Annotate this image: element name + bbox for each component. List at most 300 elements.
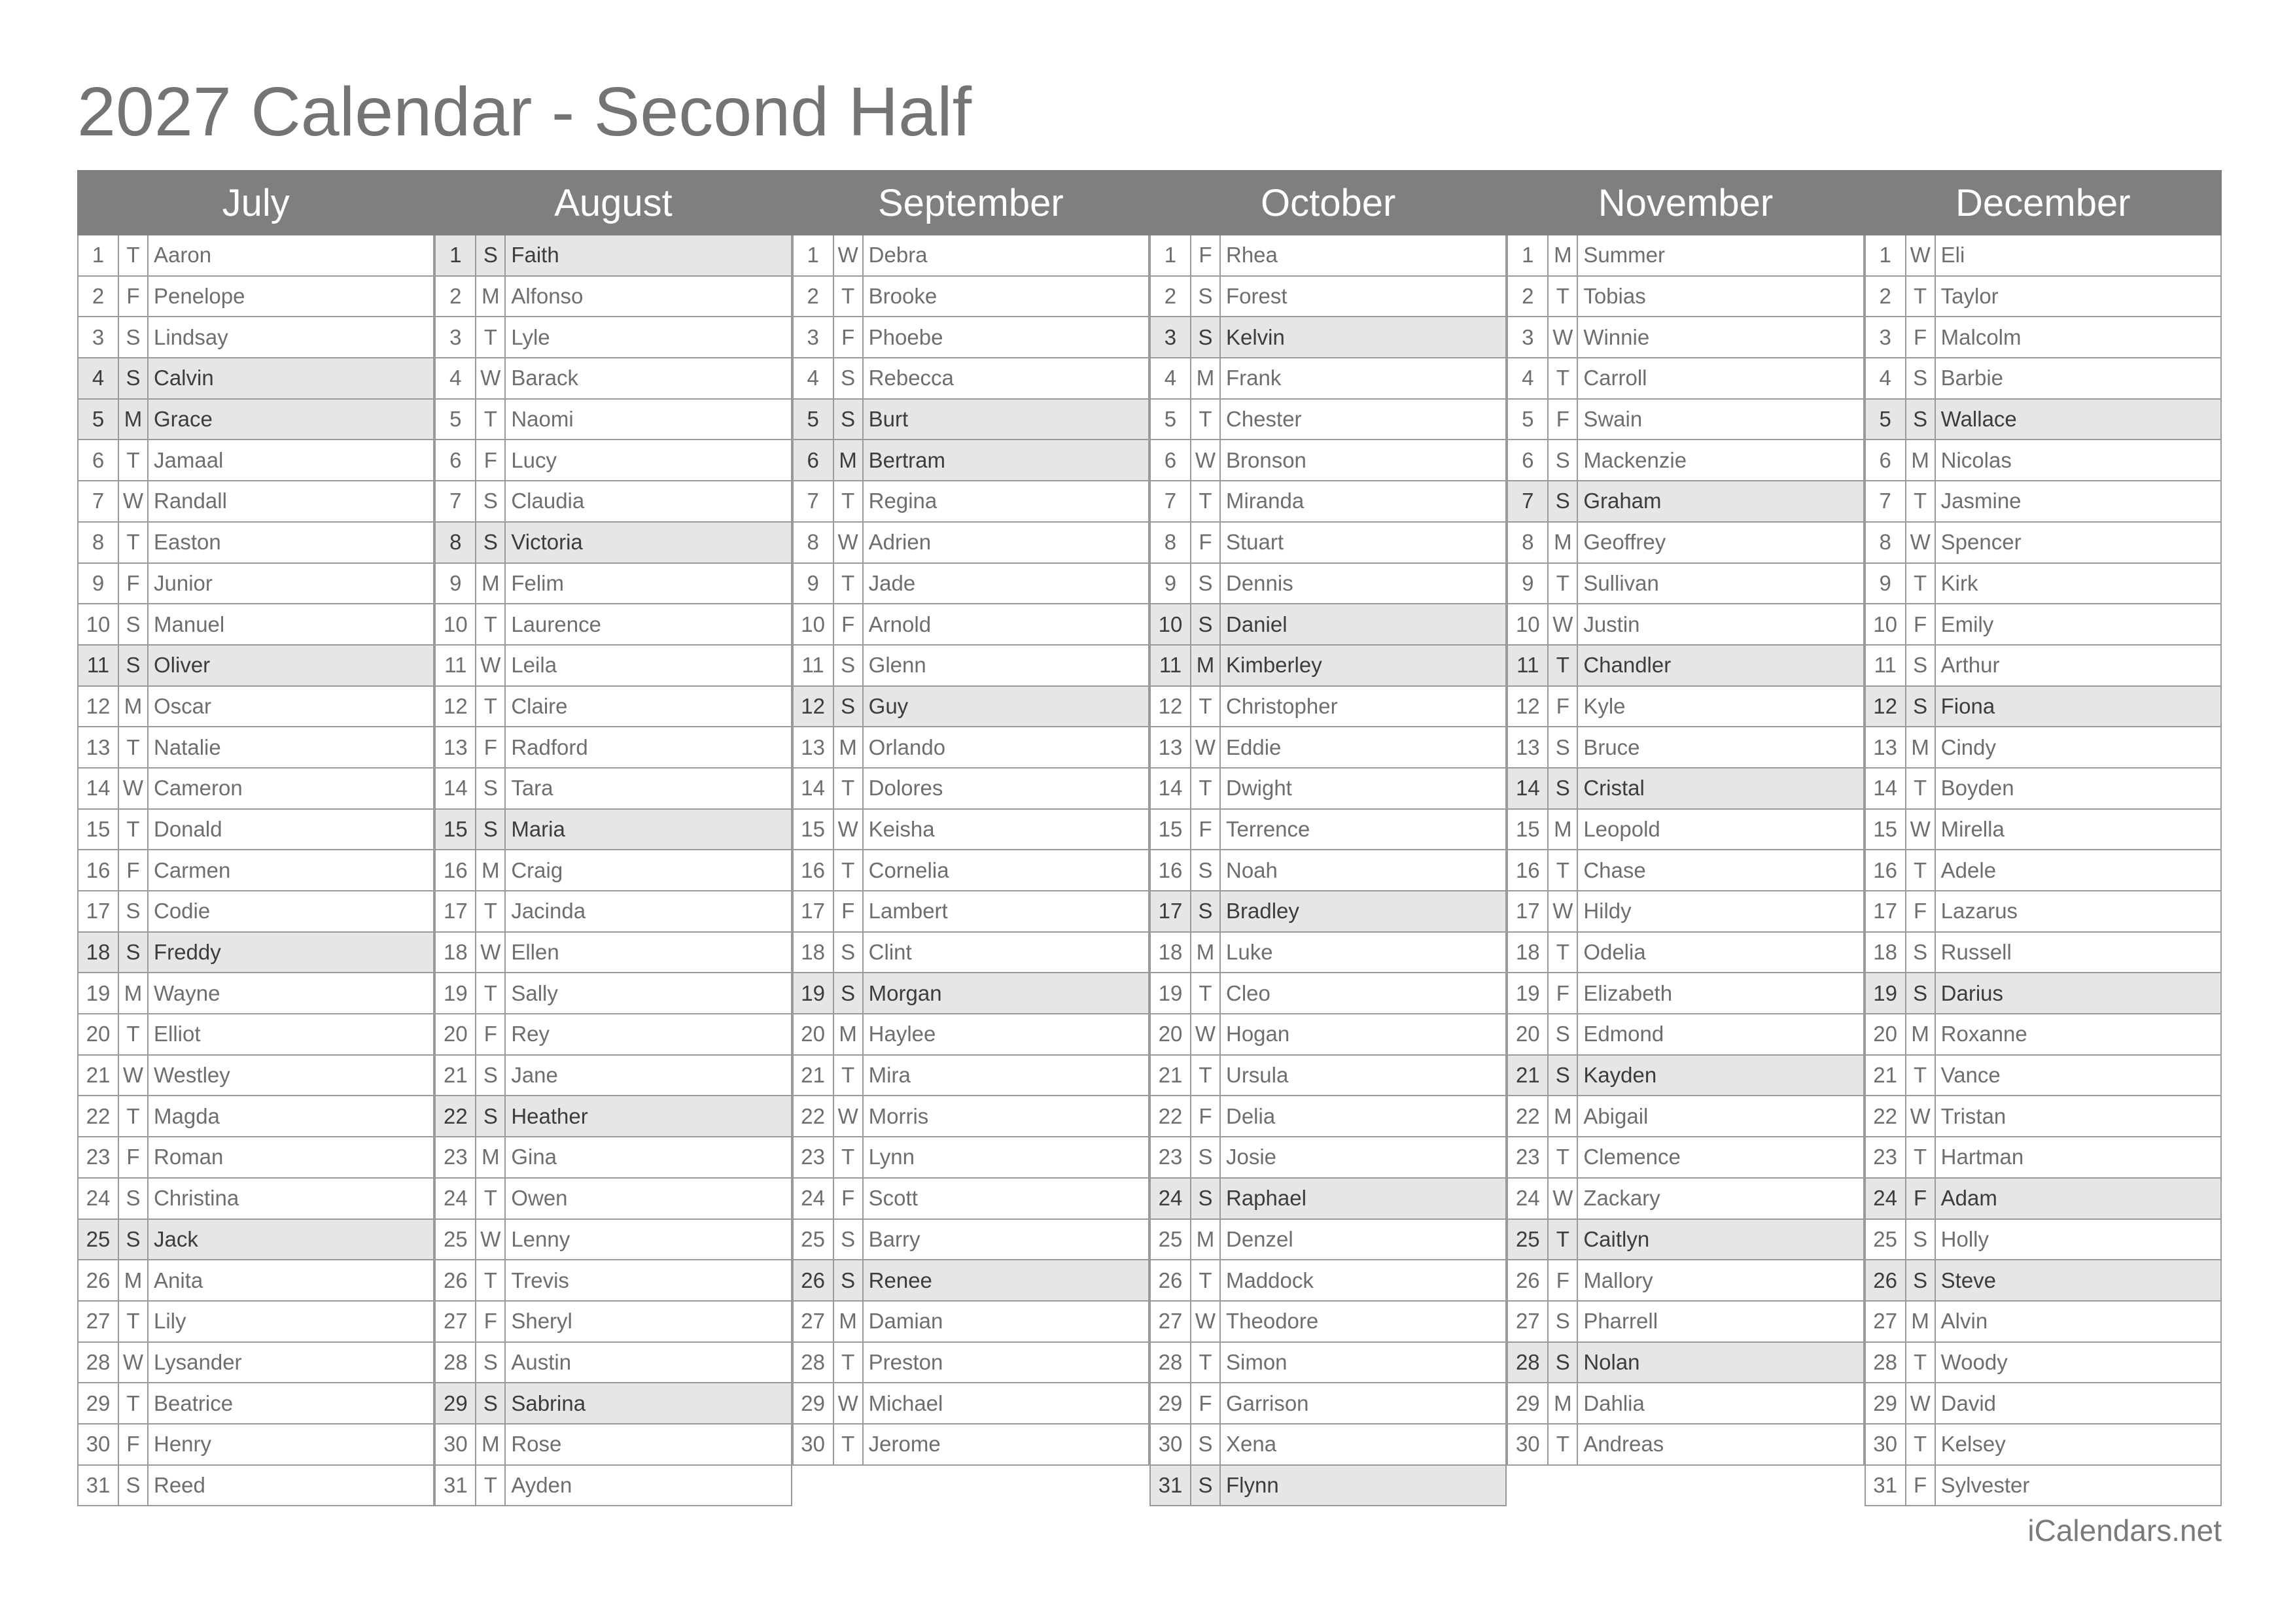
day-number: 21 (1866, 1056, 1906, 1096)
name-of-day: Lucy (511, 447, 557, 472)
day-number: 11 (1866, 646, 1906, 685)
day-row (434, 1383, 792, 1425)
day-number: 2 (794, 277, 834, 317)
day-row (1149, 933, 1507, 974)
day-row (792, 973, 1149, 1014)
day-number: 26 (1151, 1260, 1191, 1300)
day-row (434, 1466, 792, 1507)
name-of-day: Nicolas (1940, 447, 2012, 472)
day-number: 26 (1508, 1260, 1549, 1300)
day-number: 4 (1866, 358, 1906, 398)
weekday-letter: W (1549, 317, 1578, 357)
day-number: 12 (1508, 687, 1549, 727)
weekday-letter: S (834, 358, 864, 398)
day-number: 10 (79, 604, 119, 644)
weekday-letter: M (476, 564, 506, 604)
day-row (434, 727, 792, 769)
name-of-day: Oliver (154, 653, 211, 678)
day-number: 16 (79, 850, 119, 890)
weekday-letter: T (834, 769, 864, 808)
name-of-day: Arthur (1940, 653, 2000, 678)
day-row (1507, 523, 1864, 564)
weekday-letter: S (834, 933, 864, 973)
day-row (434, 604, 792, 646)
name-of-day: Chester (1225, 407, 1302, 432)
name-of-day: Darius (1940, 980, 2003, 1005)
day-row (1865, 1302, 2222, 1343)
weekday-letter: S (1191, 604, 1221, 644)
day-row (1507, 646, 1864, 687)
name-of-day: Elizabeth (1583, 980, 1673, 1005)
weekday-letter: S (1191, 317, 1221, 357)
day-row (1865, 440, 2222, 481)
weekday-letter: T (1191, 687, 1221, 727)
weekday-letter: T (1906, 850, 1936, 890)
day-row (792, 604, 1149, 646)
day-row (1149, 1466, 1507, 1507)
weekday-letter: S (1191, 564, 1221, 604)
name-of-day: Adele (1940, 857, 1997, 882)
day-row (1865, 1056, 2222, 1097)
day-number: 2 (436, 277, 476, 317)
day-number: 19 (1151, 973, 1191, 1013)
month-header-october: October (1260, 181, 1396, 224)
day-number: 12 (1151, 687, 1191, 727)
name-of-day: Barbie (1940, 366, 2004, 390)
month-header-bar (77, 170, 2222, 235)
day-number: 28 (1866, 1343, 1906, 1383)
weekday-letter: T (1906, 1137, 1936, 1177)
name-of-day: Randall (154, 489, 227, 513)
name-of-day: Craig (511, 857, 563, 882)
name-of-day: Sullivan (1583, 570, 1659, 595)
weekday-letter: T (1191, 481, 1221, 521)
day-number: 20 (436, 1014, 476, 1054)
weekday-letter: W (1906, 523, 1936, 562)
name-of-day: Damian (868, 1309, 943, 1334)
day-row (792, 1137, 1149, 1179)
day-row (792, 810, 1149, 851)
name-of-day: Terrence (1225, 816, 1310, 841)
day-row (1507, 1096, 1864, 1137)
day-row (77, 973, 434, 1014)
day-row (1507, 235, 1864, 277)
name-of-day: Jamaal (154, 447, 224, 472)
day-number: 23 (1508, 1137, 1549, 1177)
weekday-letter: T (476, 973, 506, 1013)
weekday-letter: S (1191, 1179, 1221, 1218)
weekday-letter: F (1191, 810, 1221, 850)
weekday-letter: S (1906, 1260, 1936, 1300)
day-number: 5 (1866, 400, 1906, 440)
weekday-letter: T (476, 687, 506, 727)
name-of-day: Lysander (154, 1349, 242, 1374)
name-of-day: Eli (1940, 243, 1965, 268)
weekday-letter: W (476, 646, 506, 685)
day-row (434, 1425, 792, 1466)
name-of-day: Cornelia (868, 857, 949, 882)
month-column-december (1865, 235, 2222, 1506)
day-number: 3 (1151, 317, 1191, 357)
weekday-letter: M (834, 440, 864, 480)
day-number: 31 (1151, 1466, 1191, 1506)
weekday-letter: S (834, 400, 864, 440)
name-of-day: Theodore (1225, 1309, 1319, 1334)
day-number: 2 (1151, 277, 1191, 317)
day-number: 28 (1151, 1343, 1191, 1383)
name-of-day: Lambert (868, 899, 948, 924)
name-of-day: Stuart (1225, 530, 1284, 555)
name-of-day: Bruce (1583, 734, 1640, 759)
name-of-day: Barry (868, 1226, 920, 1251)
name-of-day: Jasmine (1940, 489, 2022, 513)
day-number: 13 (436, 727, 476, 767)
day-number: 23 (436, 1137, 476, 1177)
name-of-day: Cristal (1583, 776, 1645, 801)
day-row (77, 1466, 434, 1507)
weekday-letter: S (834, 687, 864, 727)
month-header-september: September (877, 181, 1064, 224)
day-number: 28 (436, 1343, 476, 1383)
day-row (1507, 1137, 1864, 1179)
day-number: 4 (436, 358, 476, 398)
day-number: 18 (79, 933, 119, 973)
day-number: 10 (1866, 604, 1906, 644)
name-of-day: Glenn (868, 653, 926, 678)
name-of-day: Simon (1225, 1349, 1288, 1374)
day-number: 28 (1508, 1343, 1549, 1383)
name-of-day: Denzel (1225, 1226, 1293, 1251)
day-number: 13 (794, 727, 834, 767)
weekday-letter: S (119, 1179, 149, 1218)
weekday-letter: S (119, 317, 149, 357)
day-row (792, 277, 1149, 318)
weekday-letter: W (119, 769, 149, 808)
weekday-letter: T (1906, 1425, 1936, 1464)
weekday-letter: W (834, 523, 864, 562)
name-of-day: Emily (1940, 612, 1994, 636)
name-of-day: Taylor (1940, 284, 1999, 309)
day-number: 27 (436, 1302, 476, 1341)
month-column-august (434, 235, 792, 1506)
weekday-letter: M (476, 850, 506, 890)
day-row (77, 317, 434, 358)
name-of-day: Ayden (511, 1472, 572, 1497)
name-of-day: Edmond (1583, 1022, 1664, 1046)
day-number: 11 (794, 646, 834, 685)
day-number: 22 (436, 1096, 476, 1136)
day-row (77, 850, 434, 891)
weekday-letter: S (476, 769, 506, 808)
weekday-letter: T (1549, 933, 1578, 973)
day-row (1149, 1302, 1507, 1343)
day-row (792, 1179, 1149, 1220)
name-of-day: Phoebe (868, 324, 943, 349)
name-of-day: Cameron (154, 776, 243, 801)
weekday-letter: S (834, 973, 864, 1013)
day-number: 23 (1151, 1137, 1191, 1177)
day-row (1149, 1425, 1507, 1466)
name-of-day: Mirella (1940, 816, 2005, 841)
day-row (77, 277, 434, 318)
weekday-letter: M (1906, 440, 1936, 480)
day-row (792, 1056, 1149, 1097)
weekday-letter: T (1906, 277, 1936, 317)
day-number: 12 (436, 687, 476, 727)
name-of-day: Lyle (511, 324, 550, 349)
day-row (1507, 1220, 1864, 1261)
name-of-day: Owen (511, 1186, 568, 1211)
name-of-day: Nolan (1583, 1349, 1640, 1374)
day-row (77, 564, 434, 605)
day-row (792, 727, 1149, 769)
day-number: 27 (794, 1302, 834, 1341)
name-of-day: Hogan (1225, 1022, 1290, 1046)
weekday-letter: S (1906, 973, 1936, 1013)
name-of-day: Radford (511, 734, 588, 759)
day-row (77, 727, 434, 769)
day-row (1865, 317, 2222, 358)
name-of-day: Bronson (1225, 447, 1306, 472)
day-number: 28 (794, 1343, 834, 1383)
name-of-day: Fiona (1940, 693, 1995, 718)
name-of-day: Austin (511, 1349, 572, 1374)
weekday-letter: W (119, 1343, 149, 1383)
weekday-letter: S (119, 358, 149, 398)
weekday-letter: S (1906, 687, 1936, 727)
name-of-day: Adrien (868, 530, 932, 555)
weekday-letter: M (834, 1014, 864, 1054)
day-number: 23 (794, 1137, 834, 1177)
day-row (1507, 687, 1864, 728)
weekday-letter: T (119, 810, 149, 850)
day-row (77, 810, 434, 851)
weekday-letter: W (1906, 1096, 1936, 1136)
weekday-letter: T (1549, 646, 1578, 685)
weekday-letter: W (834, 810, 864, 850)
name-of-day: Henry (154, 1432, 212, 1457)
day-row (1865, 235, 2222, 277)
day-row (434, 1220, 792, 1261)
weekday-letter: S (476, 1343, 506, 1383)
day-number: 1 (1508, 235, 1549, 275)
day-row (1865, 933, 2222, 974)
day-row (1149, 1383, 1507, 1425)
name-of-day: Keisha (868, 816, 935, 841)
day-row (1507, 1383, 1864, 1425)
weekday-letter: F (1906, 891, 1936, 931)
name-of-day: Rey (511, 1022, 550, 1046)
name-of-day: Haylee (868, 1022, 936, 1046)
day-row (77, 1220, 434, 1261)
weekday-letter: M (476, 1425, 506, 1464)
weekday-letter: M (834, 727, 864, 767)
name-of-day: Magda (154, 1103, 220, 1128)
name-of-day: Winnie (1583, 324, 1650, 349)
weekday-letter: M (1549, 810, 1578, 850)
day-number: 30 (1508, 1425, 1549, 1464)
day-number: 4 (1508, 358, 1549, 398)
name-of-day: Elliot (154, 1022, 201, 1046)
name-of-day: Reed (154, 1472, 205, 1497)
weekday-letter: F (834, 317, 864, 357)
name-of-day: Codie (154, 899, 211, 924)
weekday-letter: T (1549, 850, 1578, 890)
weekday-letter: S (1906, 358, 1936, 398)
day-row (77, 440, 434, 481)
day-row (792, 358, 1149, 400)
name-of-day: Wayne (154, 980, 220, 1005)
name-of-day: Odelia (1583, 940, 1646, 965)
name-of-day: Lazarus (1940, 899, 2018, 924)
day-row (77, 1425, 434, 1466)
day-row (792, 1425, 1149, 1466)
name-of-day: Naomi (511, 407, 574, 432)
weekday-letter: S (476, 810, 506, 850)
name-of-day: Daniel (1225, 612, 1288, 636)
day-row (1507, 1179, 1864, 1220)
weekday-letter: F (1906, 604, 1936, 644)
name-of-day: Natalie (154, 734, 221, 759)
name-of-day: Luke (1225, 940, 1273, 965)
day-row (1507, 1425, 1864, 1466)
weekday-letter: T (119, 1014, 149, 1054)
day-row (77, 1179, 434, 1220)
day-number: 29 (1866, 1383, 1906, 1423)
day-number: 19 (79, 973, 119, 1013)
day-row (1149, 687, 1507, 728)
name-of-day: Swain (1583, 407, 1643, 432)
weekday-letter: T (1191, 1260, 1221, 1300)
day-number: 25 (1866, 1220, 1906, 1260)
day-row (77, 1383, 434, 1425)
weekday-letter: S (1191, 277, 1221, 317)
day-number: 15 (1508, 810, 1549, 850)
day-number: 24 (794, 1179, 834, 1218)
day-row (1149, 277, 1507, 318)
day-number: 20 (1866, 1014, 1906, 1054)
name-of-day: Dennis (1225, 570, 1293, 595)
weekday-letter: M (119, 687, 149, 727)
day-number: 30 (436, 1425, 476, 1464)
day-row (1507, 358, 1864, 400)
name-of-day: Vance (1940, 1063, 2001, 1088)
name-of-day: Preston (868, 1349, 943, 1374)
name-of-day: Burt (868, 407, 909, 432)
day-number: 24 (79, 1179, 119, 1218)
name-of-day: Oscar (154, 693, 212, 718)
weekday-letter: M (476, 1137, 506, 1177)
name-of-day: Westley (154, 1063, 230, 1088)
day-number: 13 (1151, 727, 1191, 767)
weekday-letter: S (1549, 769, 1578, 808)
day-number: 14 (1151, 769, 1191, 808)
name-of-day: Summer (1583, 243, 1665, 268)
day-number: 20 (79, 1014, 119, 1054)
day-row (1507, 1302, 1864, 1343)
day-row (1507, 1014, 1864, 1056)
name-of-day: Ellen (511, 940, 559, 965)
name-of-day: Bradley (1225, 899, 1299, 924)
weekday-letter: M (1191, 1220, 1221, 1260)
day-number: 11 (436, 646, 476, 685)
page-title: 2027 Calendar - Second Half (77, 73, 972, 150)
day-number: 27 (1151, 1302, 1191, 1341)
day-number: 5 (79, 400, 119, 440)
name-of-day: Renee (868, 1268, 932, 1292)
weekday-letter: T (834, 850, 864, 890)
weekday-letter: T (1549, 358, 1578, 398)
name-of-day: Debra (868, 243, 928, 268)
month-column-july (77, 235, 434, 1506)
name-of-day: Kelvin (1225, 324, 1285, 349)
weekday-letter: F (119, 1137, 149, 1177)
name-of-day: Tobias (1583, 284, 1646, 309)
day-row (77, 400, 434, 441)
name-of-day: Josie (1225, 1145, 1277, 1169)
day-row (1149, 1096, 1507, 1137)
day-row (1507, 769, 1864, 810)
weekday-letter: T (1906, 1343, 1936, 1383)
day-row (434, 358, 792, 400)
day-number: 15 (794, 810, 834, 850)
weekday-letter: M (834, 1302, 864, 1341)
day-row (792, 891, 1149, 933)
day-row (1149, 440, 1507, 481)
weekday-letter: W (1191, 1014, 1221, 1054)
name-of-day: Manuel (154, 612, 225, 636)
day-number: 22 (1508, 1096, 1549, 1136)
day-row (434, 769, 792, 810)
weekday-letter: T (834, 277, 864, 317)
weekday-letter: S (119, 1466, 149, 1506)
day-number: 10 (794, 604, 834, 644)
day-row (1149, 400, 1507, 441)
day-row (1865, 1383, 2222, 1425)
name-of-day: Andreas (1583, 1432, 1664, 1457)
weekday-letter: W (1906, 235, 1936, 275)
weekday-letter: T (1549, 1137, 1578, 1177)
name-of-day: Clemence (1583, 1145, 1681, 1169)
day-row (1865, 1425, 2222, 1466)
weekday-letter: T (119, 1302, 149, 1341)
weekday-letter: T (476, 1466, 506, 1506)
name-of-day: Orlando (868, 734, 946, 759)
day-row (434, 973, 792, 1014)
name-of-day: Junior (154, 570, 213, 595)
name-of-day: Caitlyn (1583, 1226, 1650, 1251)
day-row (434, 933, 792, 974)
day-number: 17 (1866, 891, 1906, 931)
day-number: 23 (79, 1137, 119, 1177)
day-number: 6 (1866, 440, 1906, 480)
name-of-day: Kyle (1583, 693, 1626, 718)
day-row (1149, 481, 1507, 523)
name-of-day: Rose (511, 1432, 562, 1457)
day-row (792, 1220, 1149, 1261)
day-number: 6 (79, 440, 119, 480)
weekday-letter: M (119, 400, 149, 440)
weekday-letter: T (119, 440, 149, 480)
name-of-day: Sheryl (511, 1309, 572, 1334)
name-of-day: Dwight (1225, 776, 1292, 801)
name-of-day: Barack (511, 366, 579, 390)
weekday-letter: T (1191, 1056, 1221, 1096)
day-row (77, 891, 434, 933)
name-of-day: Claire (511, 693, 568, 718)
name-of-day: Sally (511, 980, 558, 1005)
name-of-day: Jerome (868, 1432, 941, 1457)
